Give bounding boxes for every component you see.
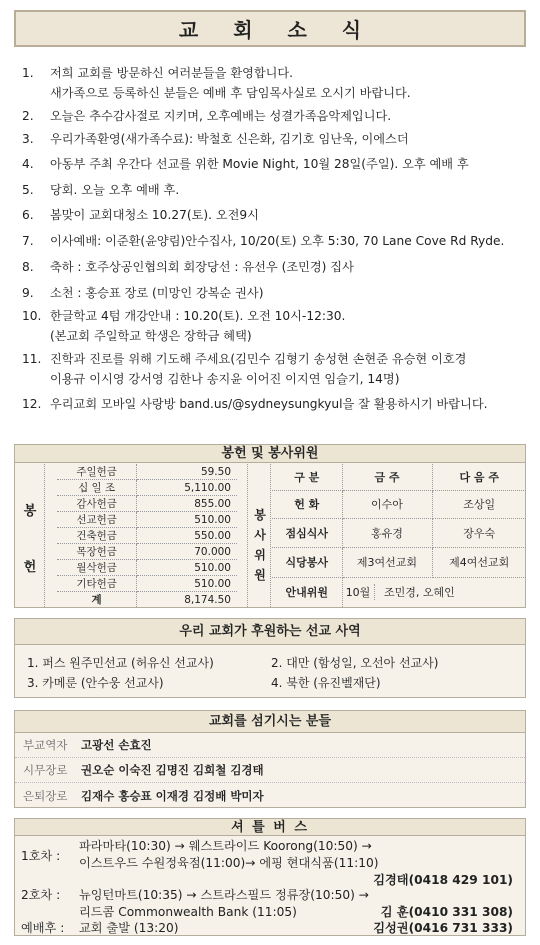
- servant-row: [15, 733, 525, 758]
- bus-car1-driver: 김경태(0418 429 101): [373, 873, 513, 887]
- servant-names: 고광선 손효진: [81, 738, 152, 752]
- news-item: [22, 394, 532, 414]
- offering-label: 목장헌금: [57, 544, 137, 560]
- news-item-text: 축하 : 호주상공인협의회 회장당선 : 유선우 (조민경) 집사: [50, 260, 354, 275]
- offering-row: [57, 480, 237, 496]
- news-item-text: 이사예배: 이준환(윤양림)안수집사, 10/20(토) 오후 5:30, 70 Lane Cove Rd Ryde.: [50, 233, 505, 248]
- usher-names: 조민경, 오혜인: [384, 586, 455, 600]
- offering-amount: 8,174.50: [184, 593, 231, 606]
- offering-label: 주일헌금: [57, 464, 137, 480]
- news-item-text: 오늘은 추수감사절로 지키며, 오후예배는 성결가족음악제입니다.: [50, 109, 392, 123]
- offering-row: [57, 576, 237, 592]
- offering-label: 계: [57, 592, 137, 608]
- news-item-text: 진학과 진로를 위해 기도해 주세요(김민수 김형기 송성현 손현준 유승현 이호경: [50, 351, 467, 366]
- offering-label: 건축헌금: [57, 528, 137, 544]
- service-header-this-week: 금 주: [342, 464, 432, 490]
- missions-header: 우리 교회가 후원하는 선교 사역: [15, 619, 525, 645]
- news-item-number: 5.: [22, 182, 34, 197]
- news-item-number: 4.: [22, 157, 34, 172]
- offering-row: [57, 496, 237, 512]
- servants-box: [14, 710, 526, 808]
- servant-role: 부교역자: [23, 738, 68, 752]
- service-role: 헌 화: [272, 490, 342, 518]
- offering-label: 월삭헌금: [57, 560, 137, 576]
- news-item-text: 우리교회 모바일 사랑방 band.us/@sydneysungkyul을 잘 활용하시기 바랍니다.: [50, 396, 488, 411]
- usher-cell: [342, 577, 526, 607]
- news-item-number: 12.: [22, 396, 42, 411]
- servants-header: 교회를 섬기시는 분들: [15, 711, 525, 733]
- offering-side-label-1: 봉: [23, 504, 37, 519]
- bus-car2-route-1: 뉴잉턴마트(10:35) → 스트라스필드 정류장(10:50) →: [79, 888, 370, 902]
- service-next-week: 조상일: [432, 490, 526, 518]
- offering-side: [15, 464, 45, 607]
- offering-amount: 510.00: [137, 560, 237, 576]
- offering-row: [57, 464, 237, 480]
- service-side: [247, 464, 271, 607]
- usher-role: 안내위원: [272, 577, 342, 607]
- service-side-char: 위: [254, 548, 266, 562]
- mission-item: 3. 카메룬 (안수웅 선교사): [27, 676, 164, 690]
- bus-car1-route-2: 이스트우드 수원정육점(11:00)→ 에핑 현대식품(11:10): [79, 856, 379, 870]
- service-role: 식당봉사: [272, 547, 342, 577]
- news-item-number: 3.: [22, 132, 34, 146]
- offering-label: 기타헌금: [57, 576, 137, 592]
- offering-row: [57, 512, 237, 528]
- service-header-next-week: 다 음 주: [432, 464, 526, 490]
- news-item-number: 8.: [22, 260, 34, 275]
- bus-car2-driver: 김 훈(0410 331 308): [380, 905, 513, 919]
- offering-label: 선교헌금: [57, 512, 137, 528]
- news-item: [22, 106, 532, 126]
- page-title-bar: [14, 10, 526, 47]
- service-table: [272, 464, 526, 607]
- offering-row: [57, 544, 237, 560]
- bus-car1-label: 1호차 :: [21, 849, 61, 863]
- usher-month: 10월: [343, 584, 375, 600]
- servant-row: [15, 758, 525, 783]
- mission-item: 4. 북한 (유진벨재단): [271, 676, 381, 690]
- news-item-text: 새가족으로 등록하신 분들은 예배 후 담임목사실로 오시기 바랍니다.: [50, 86, 411, 100]
- news-item: [22, 154, 532, 174]
- offering-amount: 510.00: [137, 576, 237, 592]
- bus-car1-route-1: 파라마타(10:30) → 웨스트라이드 Koorong(10:50) →: [79, 839, 372, 853]
- offering-service-box: [14, 444, 526, 608]
- offering-side-label-2: 헌: [23, 560, 37, 575]
- mission-item: 2. 대만 (함성일, 오선아 선교사): [271, 656, 439, 670]
- service-next-week: 제4여선교회: [432, 547, 526, 577]
- offering-amount: 70.000: [137, 544, 237, 560]
- offering-table: [57, 464, 237, 607]
- news-item: [22, 205, 532, 225]
- news-item-text: 저희 교회를 방문하신 여러분들을 환영합니다.: [50, 66, 294, 80]
- news-item-number: 7.: [22, 233, 34, 248]
- service-this-week: 이수아: [342, 490, 432, 518]
- servant-names: 김재수 홍승표 이재경 김정배 박미자: [81, 788, 264, 803]
- news-item-text: 우리가족환영(새가족수료): 박철호 신은화, 김기호 임난욱, 이에스더: [50, 132, 409, 146]
- news-item-text: 이용규 이시영 강서영 김한나 송지윤 이어진 이지연 임슬기, 14명): [50, 371, 400, 386]
- news-item-text: 당회. 오늘 오후 예배 후.: [50, 182, 180, 197]
- news-item-number: 9.: [22, 285, 34, 300]
- bus-after-text: 교회 출발 (13:20): [79, 921, 179, 935]
- news-item: [22, 231, 532, 251]
- bus-after-driver: 김성권(0416 731 333): [373, 921, 513, 935]
- offering-amount: 510.00: [137, 512, 237, 528]
- news-item: [22, 129, 532, 149]
- news-item-number: 10.: [22, 308, 42, 323]
- offering-label: 감사헌금: [57, 496, 137, 512]
- news-item-number: 2.: [22, 109, 34, 123]
- news-item: [22, 283, 532, 303]
- service-role: 점심식사: [272, 518, 342, 547]
- service-header-role: 구 분: [272, 464, 342, 490]
- news-item-text: 소천 : 홍승표 장로 (미망인 강복순 권사): [50, 285, 264, 300]
- mission-item: 1. 퍼스 원주민선교 (허유신 선교사): [27, 656, 214, 670]
- news-item: [22, 349, 532, 389]
- servant-role: 은퇴장로: [23, 788, 68, 803]
- news-item-text: 한글학교 4텀 개강안내 : 10.20(토). 오전 10시-12:30.: [50, 308, 346, 323]
- service-next-week: 장우숙: [432, 518, 526, 547]
- missions-box: [14, 618, 526, 698]
- news-item-text: 봄맞이 교회대청소 10.27(토). 오전9시: [50, 208, 259, 223]
- bus-header: 셔 틀 버 스: [15, 819, 525, 836]
- news-item: [22, 180, 532, 200]
- servant-row: [15, 783, 525, 808]
- service-this-week: 홍유경: [342, 518, 432, 547]
- offering-row: [57, 528, 237, 544]
- offering-amount: 59.50: [137, 464, 237, 480]
- news-item: [22, 63, 532, 103]
- news-item: [22, 306, 532, 346]
- offering-label: 십 일 조: [57, 480, 137, 496]
- news-item-number: 11.: [22, 351, 42, 366]
- offering-row: [57, 560, 237, 576]
- news-item: [22, 257, 532, 277]
- service-this-week: 제3여선교회: [342, 547, 432, 577]
- bus-after-label: 예배후 :: [21, 921, 65, 935]
- bus-car2-route-2: 리드콤 Commonwealth Bank (11:05): [79, 905, 297, 919]
- news-item-number: 1.: [22, 66, 34, 80]
- offering-header: 봉헌 및 봉사위원: [15, 445, 525, 463]
- offering-amount: 855.00: [137, 496, 237, 512]
- news-list: [22, 63, 532, 419]
- offering-amount: 550.00: [137, 528, 237, 544]
- service-side-char: 봉: [254, 508, 266, 522]
- service-side-char: 사: [254, 528, 266, 542]
- shuttle-bus-box: [14, 818, 526, 936]
- bus-car2-label: 2호차 :: [21, 888, 61, 902]
- news-item-text: (본교회 주일학교 학생은 장학금 혜택): [50, 328, 252, 343]
- service-side-char: 원: [254, 568, 266, 582]
- news-item-text: 아동부 주최 우간다 선교를 위한 Movie Night, 10월 28일(주일). 오후 예배 후: [50, 157, 469, 172]
- servant-names: 권오순 이숙진 김명진 김희철 김경태: [81, 763, 264, 777]
- page-title: 교 회 소 식: [178, 18, 376, 42]
- servant-role: 시무장로: [23, 763, 68, 777]
- offering-amount: 5,110.00: [137, 480, 237, 496]
- news-item-number: 6.: [22, 208, 34, 223]
- offering-row: [57, 592, 237, 608]
